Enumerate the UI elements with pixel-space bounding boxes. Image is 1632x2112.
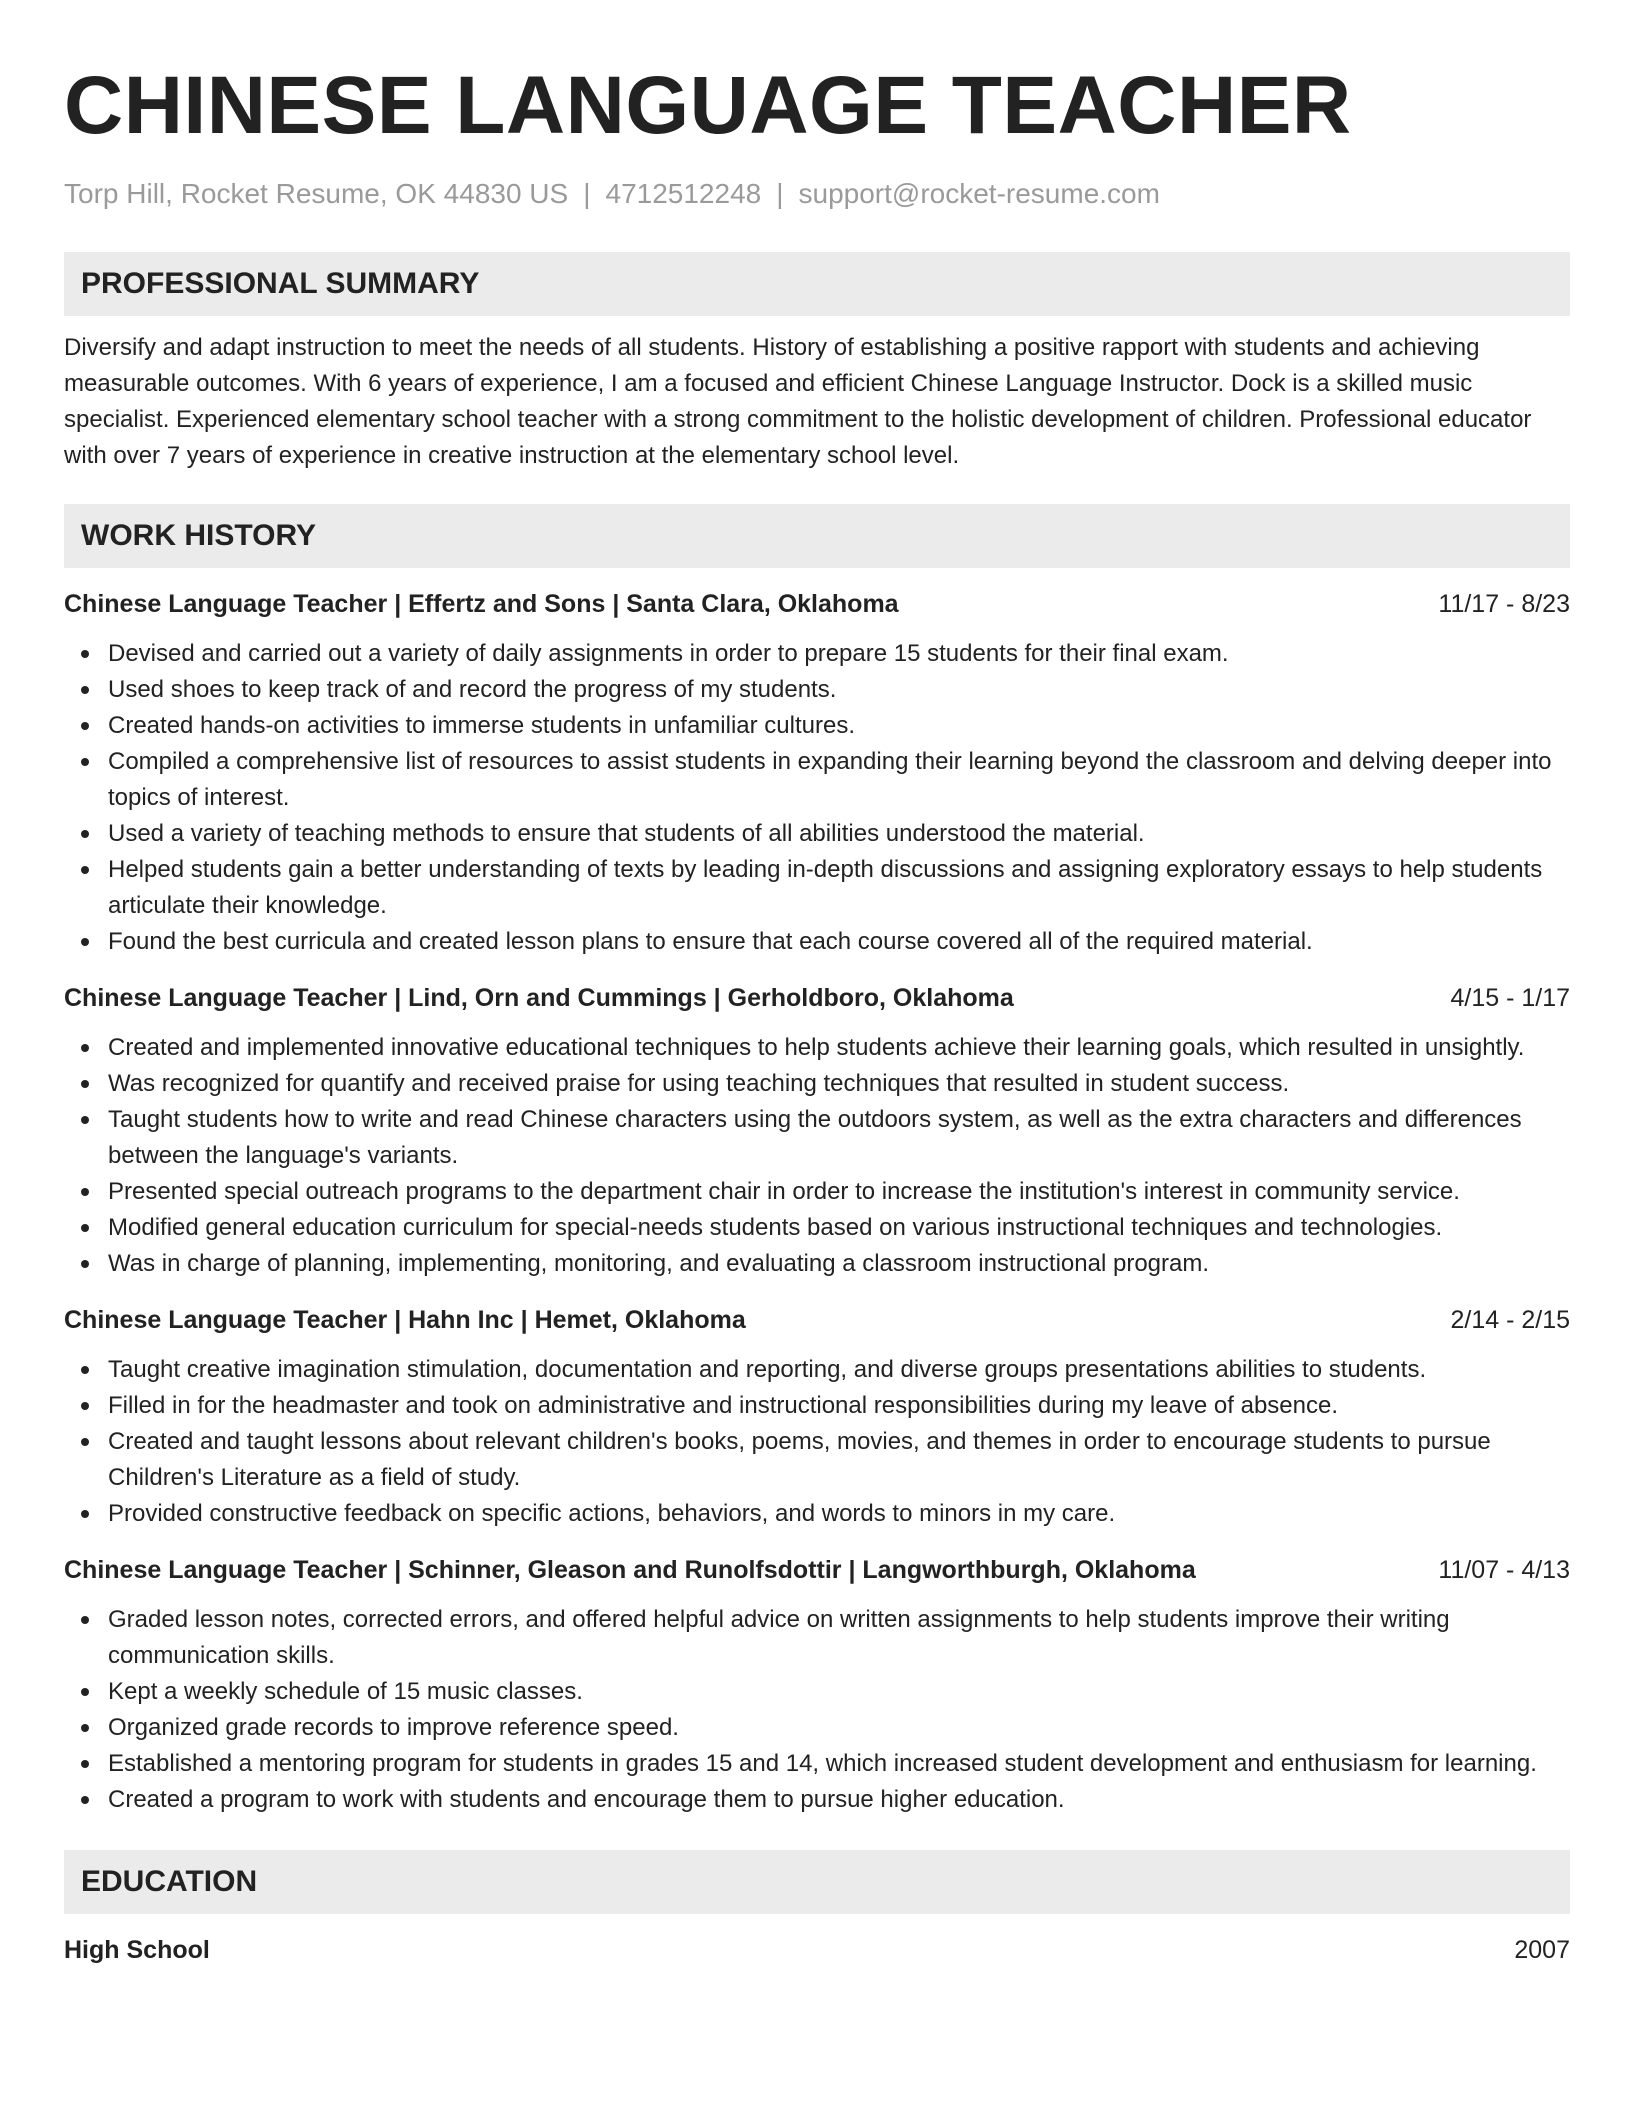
job-bullets	[64, 636, 1570, 960]
job-bullet: Taught students how to write and read Chinese characters using the outdoors system, as well as the extra characters and differences between the language's variants.	[108, 1102, 1570, 1174]
education-year: 2007	[1514, 1936, 1570, 1964]
contact-separator: |	[776, 178, 784, 209]
job-bullet: Filled in for the headmaster and took on administrative and instructional responsibilities during my leave of absence.	[108, 1388, 1570, 1424]
job-bullet: Found the best curricula and created lesson plans to ensure that each course covered all of the required material.	[108, 924, 1570, 960]
job-bullet: Organized grade records to improve reference speed.	[108, 1710, 1570, 1746]
job-dates: 2/14 - 2/15	[1450, 1306, 1570, 1334]
job-title: Chinese Language Teacher | Lind, Orn and Cummings | Gerholdboro, Oklahoma	[64, 984, 1014, 1012]
job-header	[64, 586, 1570, 622]
job-bullet: Taught creative imagination stimulation, documentation and reporting, and diverse groups presentations abilities to students.	[108, 1352, 1570, 1388]
contact-phone: 4712512248	[605, 178, 762, 209]
job-bullet: Used a variety of teaching methods to ensure that students of all abilities understood the material.	[108, 816, 1570, 852]
job-dates: 4/15 - 1/17	[1450, 984, 1570, 1012]
job-header	[64, 1302, 1570, 1338]
job-title: Chinese Language Teacher | Hahn Inc | Hemet, Oklahoma	[64, 1306, 746, 1334]
job-bullet: Established a mentoring program for students in grades 15 and 14, which increased student development and enthusiasm for learning.	[108, 1746, 1570, 1782]
contact-address: Torp Hill, Rocket Resume, OK 44830 US	[64, 178, 569, 209]
job-bullet: Presented special outreach programs to the department chair in order to increase the institution's interest in community service.	[108, 1174, 1570, 1210]
job-dates: 11/17 - 8/23	[1438, 590, 1570, 618]
job-bullet: Graded lesson notes, corrected errors, and offered helpful advice on written assignments to help students improve their writing communication skills.	[108, 1602, 1570, 1674]
section-header-summary: PROFESSIONAL SUMMARY	[64, 252, 1570, 316]
job-title: Chinese Language Teacher | Effertz and Sons | Santa Clara, Oklahoma	[64, 590, 899, 618]
job-entry	[64, 980, 1570, 1282]
job-bullet: Created a program to work with students and encourage them to pursue higher education.	[108, 1782, 1570, 1818]
job-entry	[64, 1302, 1570, 1532]
job-bullet: Was recognized for quantify and received praise for using teaching techniques that resulted in student success.	[108, 1066, 1570, 1102]
job-bullet: Helped students gain a better understanding of texts by leading in-depth discussions and assigning exploratory essays to help students articulate their knowledge.	[108, 852, 1570, 924]
job-header	[64, 980, 1570, 1016]
job-title: Chinese Language Teacher | Schinner, Gleason and Runolfsdottir | Langworthburgh, Oklahoma	[64, 1556, 1196, 1584]
job-entry	[64, 586, 1570, 960]
job-dates: 11/07 - 4/13	[1438, 1556, 1570, 1584]
job-header	[64, 1552, 1570, 1588]
job-entry	[64, 1552, 1570, 1818]
education-degree: High School	[64, 1936, 210, 1964]
job-bullet: Was in charge of planning, implementing, monitoring, and evaluating a classroom instructional program.	[108, 1246, 1570, 1282]
job-bullet: Created hands-on activities to immerse students in unfamiliar cultures.	[108, 708, 1570, 744]
section-header-education: EDUCATION	[64, 1850, 1570, 1914]
job-bullets	[64, 1030, 1570, 1282]
job-bullet: Devised and carried out a variety of daily assignments in order to prepare 15 students for their final exam.	[108, 636, 1570, 672]
job-bullet: Modified general education curriculum for special-needs students based on various instructional techniques and technologies.	[108, 1210, 1570, 1246]
job-bullets	[64, 1602, 1570, 1818]
job-bullet: Used shoes to keep track of and record the progress of my students.	[108, 672, 1570, 708]
contact-line	[64, 176, 1570, 212]
contact-separator: |	[583, 178, 591, 209]
job-bullet: Created and taught lessons about relevant children's books, poems, movies, and themes in order to encourage students to pursue Children's Literature as a field of study.	[108, 1424, 1570, 1496]
job-bullet: Compiled a comprehensive list of resources to assist students in expanding their learning beyond the classroom and delving deeper into topics of interest.	[108, 744, 1570, 816]
education-entry	[64, 1932, 1570, 1968]
job-bullet: Provided constructive feedback on specific actions, behaviors, and words to minors in my care.	[108, 1496, 1570, 1532]
job-bullet: Kept a weekly schedule of 15 music classes.	[108, 1674, 1570, 1710]
summary-text: Diversify and adapt instruction to meet the needs of all students. History of establishing a positive rapport with students and achieving measurable outcomes. With 6 years of experience, I am a focused and efficient Chinese Language Instructor. Dock is a skilled music specialist. Experienced elementary school teacher with a strong commitment to the holistic development of children. Professional educator with over 7 years of experience in creative instruction at the elementary school level.	[64, 334, 1532, 469]
job-bullet: Created and implemented innovative educational techniques to help students achieve their learning goals, which resulted in unsightly.	[108, 1030, 1570, 1066]
contact-email: support@rocket-resume.com	[798, 178, 1160, 209]
job-bullets	[64, 1352, 1570, 1532]
section-header-work-history: WORK HISTORY	[64, 504, 1570, 568]
resume-name: CHINESE LANGUAGE TEACHER	[64, 60, 1352, 151]
